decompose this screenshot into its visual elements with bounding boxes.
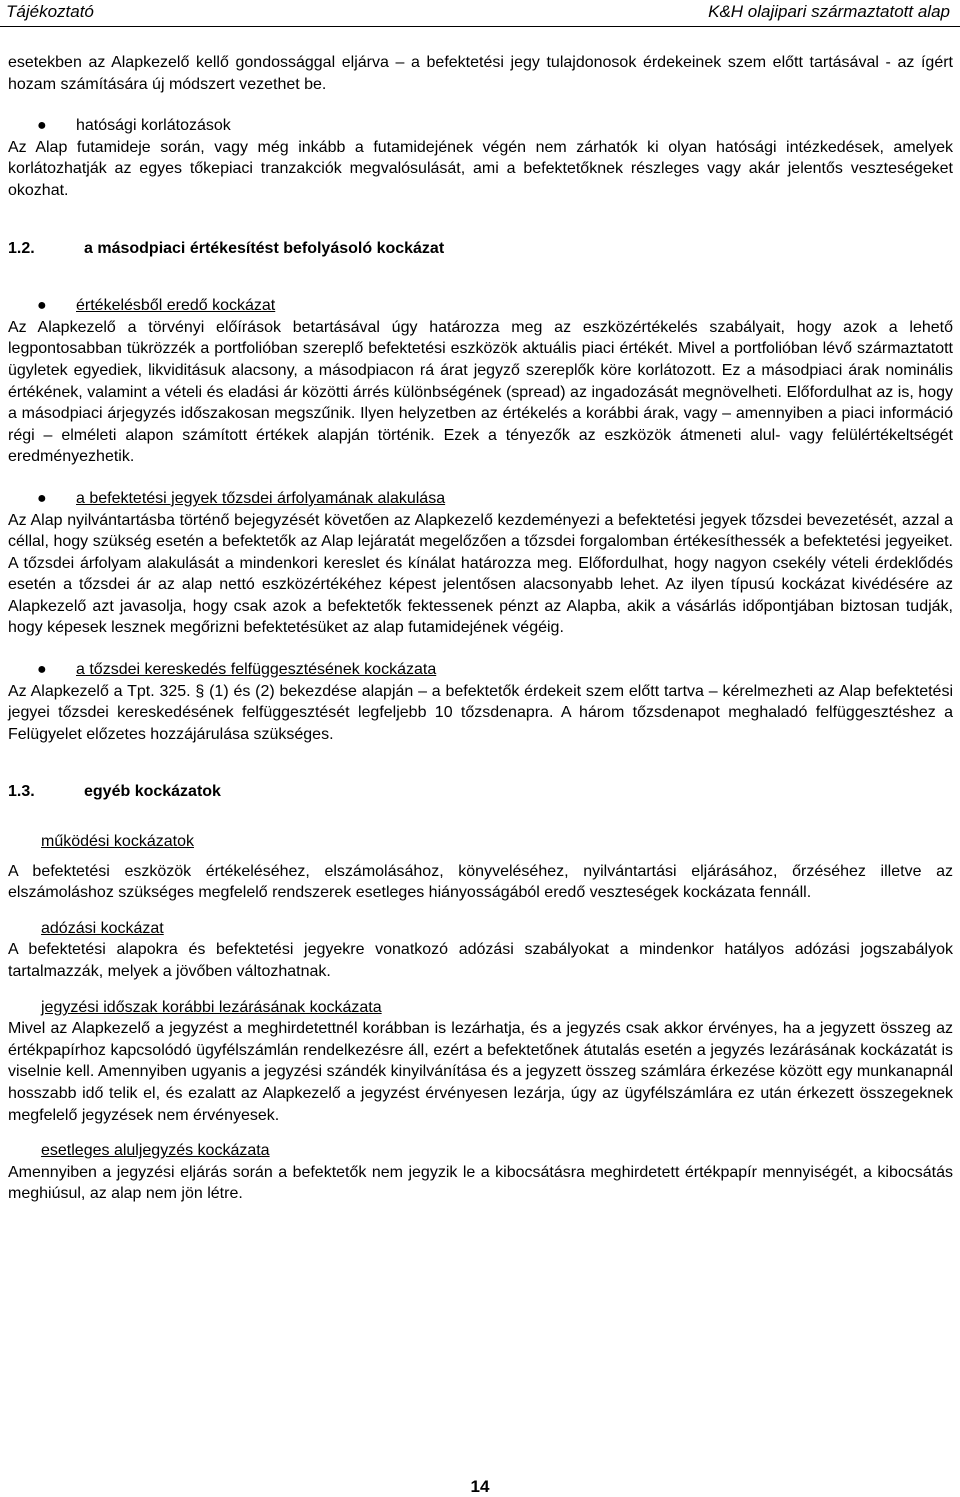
bullet-label: értékelésből eredő kockázat [76, 297, 276, 315]
page-header [0, 0, 960, 27]
bullet-hatosagi-korlatozasok [8, 115, 953, 137]
paragraph-adozasi: A befektetési alapokra és befektetési jegyekre vonatkozó adózási szabályokat a mindenkor hatályos adózási jogszabályok tartalmazzák, melyek a jövőben változhatnak. [8, 941, 953, 980]
bullet-ertekelesbol [8, 295, 953, 317]
bullet-icon: ● [37, 297, 47, 315]
paragraph-aluljegyzes: Amennyiben a jegyzési eljárás során a befektetők nem jegyzik le a kibocsátásra meghirdetett értékpapír mennyiségét, a kibocsátás meghiúsul, az alap nem jön létre. [8, 1163, 953, 1203]
header-fund-name: K&H olajipari származtatott alap [708, 2, 950, 21]
bullet-icon: ● [37, 489, 47, 507]
paragraph-tozsdei-arfolyam: Az Alap nyilvántartásba történő bejegyzését követően az Alapkezelő kezdeményezi a befektetési jegyek tőzsdei bevezetését, azzal a céllal, hogy szükség esetén a befektetők az Alap lejáratát megelőzően a tőzsdei forgalomban értékesíthessék a befektetési jegyeiket. A tőzsdei árfolyam alakulását a mindenkori kereslet és kínálat határozza meg. Előfordulhat, hogy nagyon csekély vételi érdeklődés esetén a tőzsdei ár az alap nettó eszközértékéhez képest jelentősen alacsonyabb lehet. Az ilyen típusú kockázat kivédésére az Alapkezelő azt javasolja, hogy csak azok a befektetők fektessenek pénzt az Alapba, akik a vásárlás időpontjában biztosan tudják, hogy képesek lesznek megőrizni befektetésüket az alap futamidejének végéig. [8, 511, 953, 637]
subheading-jegyzesi: jegyzési időszak korábbi lezárásának kockázata [41, 998, 382, 1016]
bullet-label: a tőzsdei kereskedés felfüggesztésének kockázata [76, 661, 437, 679]
paragraph-mukodesi: A befektetési eszközök értékeléséhez, elszámolásához, könyveléséhez, nyilvántartási eljárásához, őrzéséhez illetve az elszámoláshoz szükséges megfelelő rendszerek esetleges hiányosságából eredő veszteségek kockázata fennáll. [8, 862, 953, 902]
section-title: egyéb kockázatok [84, 783, 221, 801]
subheading-adozasi: adózási kockázat [41, 919, 164, 937]
subheading-mukodesi: működési kockázatok [41, 833, 194, 851]
section-heading-1-3 [8, 781, 953, 803]
bullet-label: hatósági korlátozások [76, 117, 231, 135]
page-number: 14 [470, 1477, 490, 1496]
paragraph-ertekeles: Az Alapkezelő a törvényi előírások betartásával úgy határozza meg az eszközértékelés szabályait, hogy azok a lehető legpontosabban tükrözzék a portfolióban szereplő befektetési eszközök aktuális piaci értékét. Mivel a portfolióban lévő származtatott ügyletek egyediek, likviditásuk alacsony, a másodpiacon rá árat jegyző szereplők köre korlátozott. Ez a másodpiaci árak nominális értékének, valamint a vételi és eladási ár közötti árrés különbségének (spread) az ingadozását megnövelheti. Előfordulhat az is, hogy a másodpiaci árjegyzés időszakosan megszűnik. Ilyen helyzetben az értékelés a korábbi árak, vagy – amennyiben a piaci információ régi – elméleti alapon számított értékek alapján történik. Ezek a tényezők az eszközök átmeneti alul- vagy felülértékeltségét eredményezhetik. [8, 318, 953, 466]
section-heading-1-2 [8, 238, 953, 260]
bullet-icon: ● [37, 661, 47, 679]
bullet-felfuggesztes [8, 659, 953, 681]
bullet-tozsdei-arfolyam [8, 488, 953, 510]
paragraph-felfuggesztes: Az Alapkezelő a Tpt. 325. § (1) és (2) bekezdése alapján – a befektetők érdekeit szem előtt tartva – kérelmezheti az Alap befektetési jegyei tőzsdei kereskedésének felfüggesztését legfeljebb 10 tőzsdenapra. A három tőzsdenapot meghaladó felfüggesztéshez a Felügyelet előzetes hozzájárulása szükséges. [8, 682, 953, 743]
bullet-icon: ● [37, 117, 47, 135]
section-number: 1.2. [8, 239, 35, 257]
bullet-label: a befektetési jegyek tőzsdei árfolyamának alakulása [76, 489, 446, 507]
header-doc-type: Tájékoztató [6, 2, 94, 21]
section-number: 1.3. [8, 783, 35, 801]
section-title: a másodpiaci értékesítést befolyásoló kockázat [84, 239, 445, 257]
subheading-aluljegyzes: esetleges aluljegyzés kockázata [41, 1142, 270, 1160]
paragraph-jegyzesi: Mivel az Alapkezelő a jegyzést a meghirdetettnél korábban is lezárhatja, és a jegyzés csak akkor érvényes, ha a jegyzett összeg az értékpapírhoz kapcsolódó ügyfélszámlán rendelkezésre áll, ezért a befektetőnek átutalás esetén a jegyzés lezárásának kockázatát is viselnie kell. Amennyiben ugyanis a jegyzési szándék kinyilvánítása és a jegyzett összeg számlára érkezése között egy munkanapnál hosszabb idő telik el, és ezalatt az Alapkezelő a jegyzést érvényesen lezárja, úgy az ügyfélszámlára ez után érkezett összegeknek megfelelő jegyzések nem érvényesek. [8, 1020, 953, 1124]
paragraph-intro: esetekben az Alapkezelő kellő gondossággal eljárva – a befektetési jegy tulajdonosok érdekeinek szem előtt tartásával - az ígért hozam számítására új módszert vezethet be. [8, 54, 953, 93]
paragraph-hatosagi: Az Alap futamideje során, vagy még inkább a futamidejének végén nem zárhatók ki olyan hatósági intézkedések, amelyek korlátozhatják az egyes tőkepiaci tranzakciók megvalósulását, ami a befektetőknek részleges vagy akár jelentős veszteségeket okozhat. [8, 138, 953, 199]
page-content [8, 52, 953, 1205]
